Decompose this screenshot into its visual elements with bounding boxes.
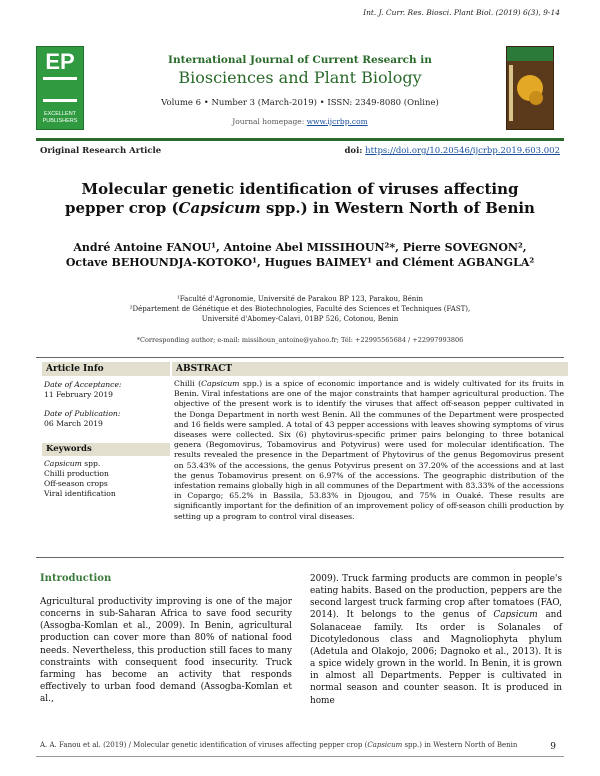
introduction-heading: Introduction xyxy=(40,573,112,584)
footer-italic: Capsicum xyxy=(367,741,403,749)
footer-prefix: A. A. Fanou et al. (2019) / Molecular genetic identification of viruses affecting pepper crop ( xyxy=(40,741,368,749)
keyword: Viral identification xyxy=(44,489,116,498)
title-part2: spp.) in Western North of Benin xyxy=(260,199,535,217)
col2-part-b: and Solanaceae family. Its order is Solanales of Dicotyledonous class and Magnoliophyta phylum (Adetula and Olakojo, 2006; Dagnoko et al., 2013). It is a spice widely grown in the world. In Benin, it is grown in almost all Departments. Pepper is cultivated in normal season and counter season. It is produced in home xyxy=(310,610,563,706)
footer-divider xyxy=(36,756,564,757)
affiliation-3: Université d'Abomey-Calavi, 01BP 526, Cotonou, Benin xyxy=(201,315,399,323)
page-number: 9 xyxy=(550,742,556,752)
affiliations xyxy=(80,294,520,324)
publication-label: Date of Publication: xyxy=(44,409,121,418)
corresponding-author: *Corresponding author; e-mail: missihoun_antoine@yahoo.fr; Tél: +22995565684 / +22997993806 xyxy=(136,336,464,344)
keywords-heading: Keywords xyxy=(42,443,170,456)
section-divider xyxy=(36,557,564,558)
footer-suffix: spp.) in Western North of Benin xyxy=(402,741,518,749)
keywords-list xyxy=(44,459,168,499)
publication-date: 06 March 2019 xyxy=(44,419,103,428)
acceptance-date: 11 February 2019 xyxy=(44,390,113,399)
logo-letters: EP xyxy=(45,49,75,74)
introduction-column-2 xyxy=(310,573,562,707)
homepage-link[interactable]: www.ijcrbp.com xyxy=(306,117,368,126)
col2-part-a: 2009). Truck farming products are common in people's eating habits. Based on the production, peppers are the second largest truck farming crop after tomatoes (FAO, 2014). It belongs to the genus of xyxy=(310,574,562,621)
article-type: Original Research Article xyxy=(40,146,162,156)
authors-line2: Octave BEHOUNDJA-KOTOKO¹, Hugues BAIMEY¹ and Clément AGBANGLA² xyxy=(65,256,535,269)
authors xyxy=(60,240,540,270)
journal-homepage xyxy=(0,117,600,126)
journal-title-line2: Biosciences and Plant Biology xyxy=(178,68,422,87)
journal-title-line1: International Journal of Current Research in xyxy=(168,54,432,66)
section-divider xyxy=(36,357,564,358)
abstract-rest: spp.) is a spice of economic importance and is widely cultivated for its fruits in Benin. Viral infestations are one of the major constraints that hamper agricultural production. The objective of the present work is to identify the viruses that affect off-season pepper cultivated in the Donga Department in north west Benin. All the communes of the Department were prospected and 16 fields were sampled. A total of 43 pepper accessions with leaves showing symptoms of virus diseases were collected. Six (6) phytovirus-specific primer pairs belonging to three botanical genera (Begomovirus, Tobamovirus and Potyvirus) were used for molecular identification. The results revealed the presence in the Department of Phytovirus of the genus Begomovirus present on 53.43% of the accessions, the genus Potyvirus present on 37.20% of the accessions and at last the genus Tobamovirus present on 6.97% of the accessions. The geographic distribution of the infestation remains globally high in all communes of the Department with 83.33% of the accessions in Copargo; 65.2% in Bassila, 53.83% in Djougou, and 75% in Ouaké. These results are significantly important for the definition of an improvement policy of off-season chilli production by setting up a program to control viral diseases. xyxy=(174,379,564,521)
abstract-italic: Capsicum xyxy=(201,379,240,388)
homepage-label: Journal homepage: xyxy=(232,117,305,126)
col2-italic: Capsicum xyxy=(493,610,538,621)
page-footer xyxy=(40,741,520,750)
running-header xyxy=(363,8,560,17)
authors-line1: André Antoine FANOU¹, Antoine Abel MISSIHOUN²*, Pierre SOVEGNON², xyxy=(73,241,527,254)
volume-line: Volume 6 • Number 3 (March-2019) • ISSN: 2349-8080 (Online) xyxy=(161,98,439,108)
keyword-italic: Capsicum xyxy=(44,459,82,468)
keyword: Off-season crops xyxy=(44,479,108,488)
doi-label: doi: xyxy=(344,146,363,156)
acceptance-label: Date of Acceptance: xyxy=(44,380,122,389)
article-dates xyxy=(44,380,168,429)
running-header-year-pages: (2019) 6(3), 9-14 xyxy=(495,8,560,17)
abstract-text xyxy=(174,379,564,522)
affiliation-2: ²Département de Génétique et des Biotechnologies, Faculté des Sciences et Techniques (FAST), xyxy=(129,305,471,313)
running-header-journal: Int. J. Curr. Res. Biosci. Plant Biol. xyxy=(363,8,494,17)
abstract-start: Chilli ( xyxy=(174,379,202,388)
title-part1: Molecular genetic identification of viruses affecting pepper crop ( xyxy=(65,180,519,217)
masthead-divider xyxy=(36,138,564,141)
keyword: Chilli production xyxy=(44,469,109,478)
doi-link[interactable]: https://doi.org/10.20546/ijcrbp.2019.603.002 xyxy=(365,146,560,156)
affiliation-1: ¹Faculté d'Agronomie, Université de Parakou BP 123, Parakou, Bénin xyxy=(176,295,424,303)
title-italic: Capsicum xyxy=(178,199,261,217)
doi xyxy=(344,146,560,156)
article-info-heading: Article Info xyxy=(42,362,170,376)
keyword xyxy=(44,459,168,469)
introduction-column-1: Agricultural productivity improving is one of the major concerns in sub-Saharan Africa to save food security (Assogba-Komlan et al., 2009). In Benin, agricultural production can cover more than 80% of national food needs. Nevertheless, this production still faces to many constraints with consequent food insecurity. Truck farming has become an activity that responds effectively to urban food demand (Assogba-Komlan et al., xyxy=(40,597,292,705)
paper-title xyxy=(60,180,540,218)
keyword-rest: spp. xyxy=(81,459,101,468)
abstract-heading: ABSTRACT xyxy=(172,362,568,376)
logo-publisher-text: EXCELLENT PUBLISHERS xyxy=(42,111,78,124)
